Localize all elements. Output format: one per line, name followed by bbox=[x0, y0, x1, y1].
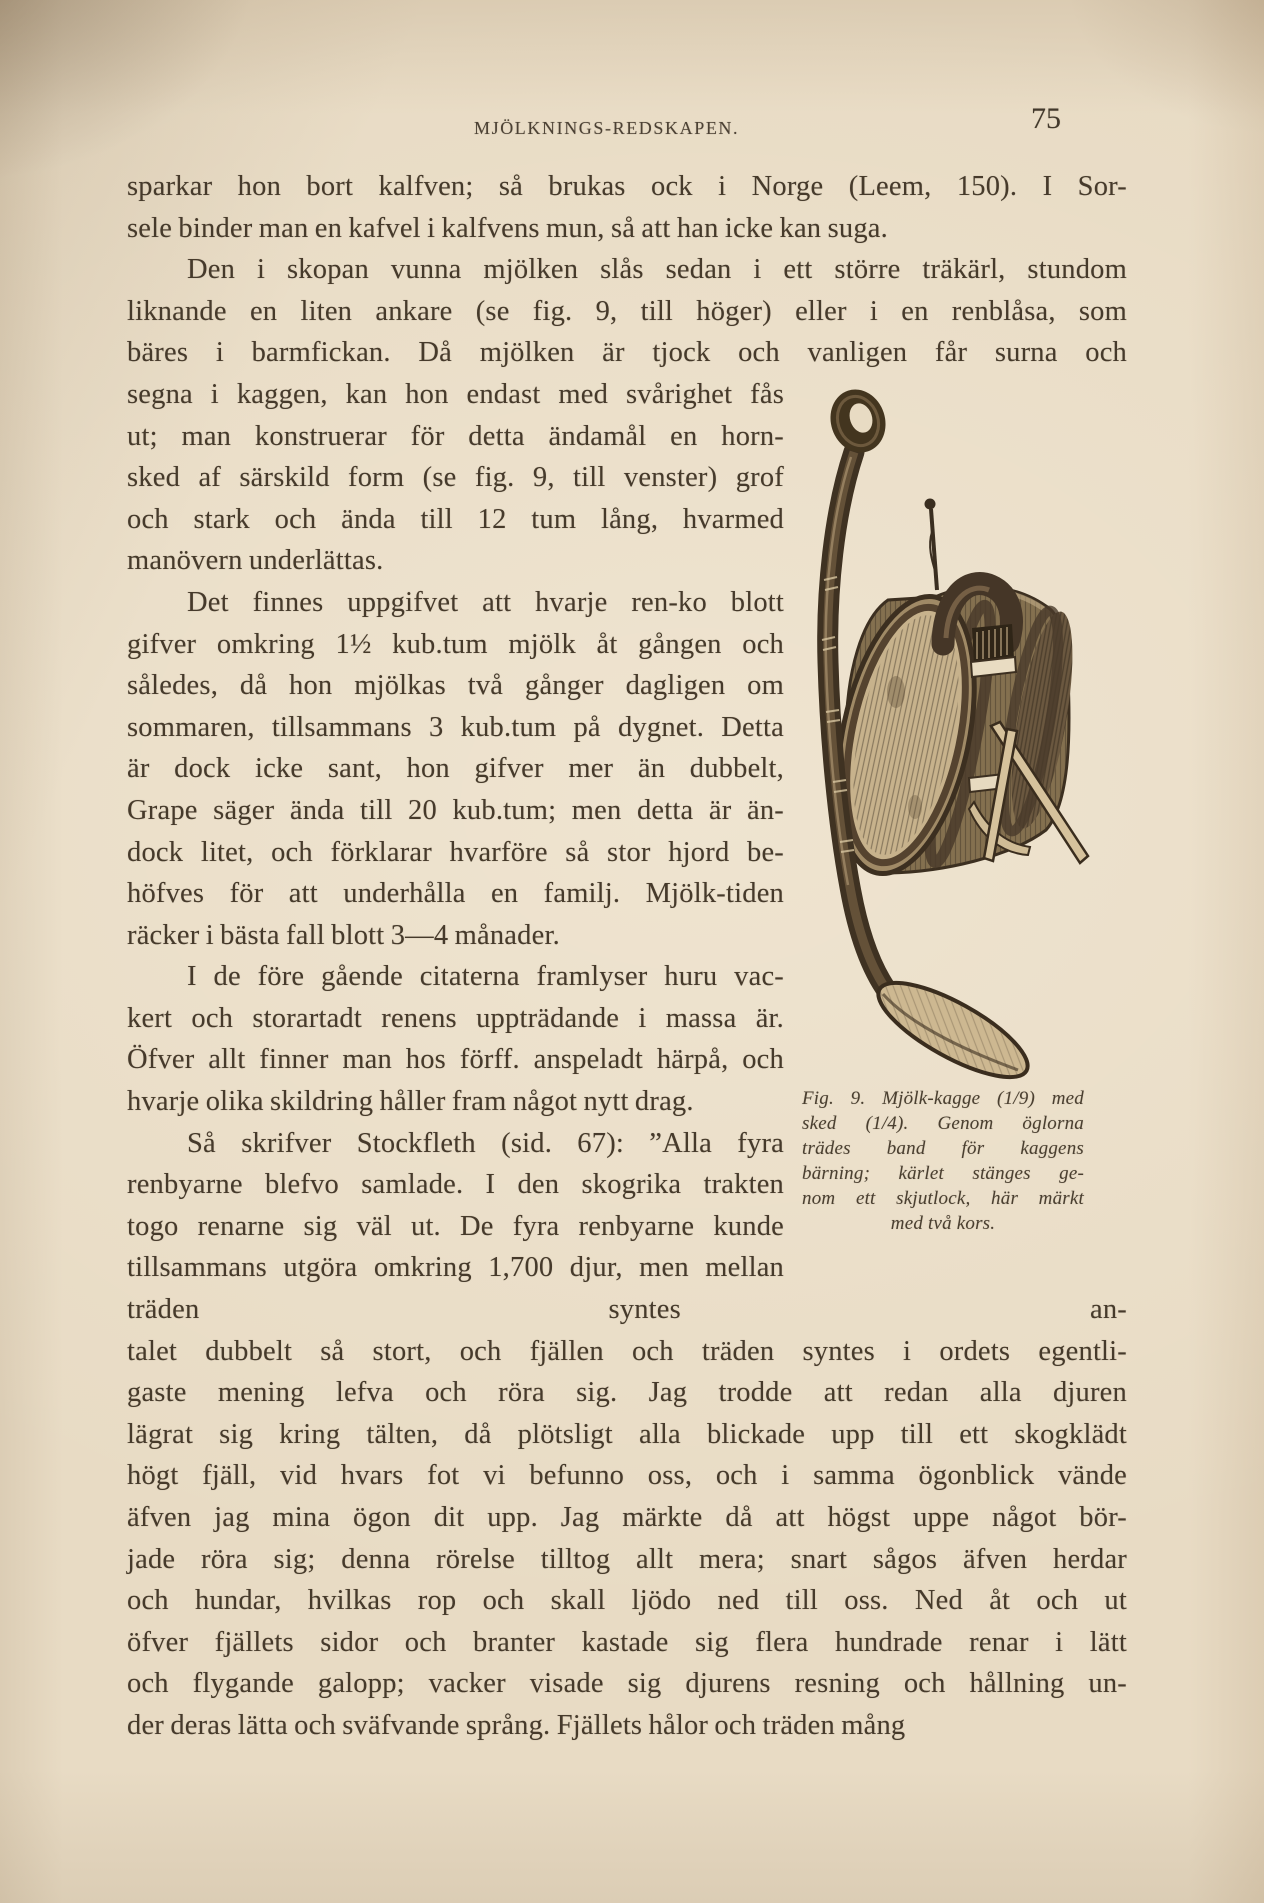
milk-keg-and-spoon-illustration bbox=[788, 382, 1127, 1082]
text-line: är dock icke sant, hon gifver mer än dubbelt, bbox=[127, 753, 784, 785]
text-line: segna i kaggen, kan hon endast med svårighet fås bbox=[127, 378, 784, 410]
text-line: manövern underlättas. bbox=[127, 545, 384, 577]
text-line: liknande en liten ankare (se fig. 9, till höger) eller i en renblåsa, som bbox=[127, 295, 1127, 327]
text-line: således, då hon mjölkas två gånger dagligen om bbox=[127, 670, 784, 702]
text-line: jade röra sig; denna rörelse tilltog allt mera; snart sågos äfven herdar bbox=[127, 1543, 1127, 1575]
caption-line: nom ett skjutlock, här märkt bbox=[802, 1187, 1084, 1209]
paragraph-block-bottom bbox=[127, 1247, 1127, 1746]
caption-line: sked (1/4). Genom öglorna bbox=[802, 1112, 1084, 1134]
milk-keg bbox=[815, 498, 1088, 886]
text-line: och stark och ända till 12 tum lång, hvarmed bbox=[127, 503, 784, 535]
text-line: sommaren, tillsammans 3 kub.tum på dygnet. Detta bbox=[127, 711, 784, 743]
pin bbox=[925, 498, 938, 590]
text-line: kert och storartadt renens uppträdande i massa är. bbox=[127, 1002, 784, 1034]
text-line: lägrat sig kring tälten, då plötsligt alla blickade upp till ett skogklädt bbox=[127, 1418, 1127, 1450]
text-line: gaste mening lefva och röra sig. Jag trodde att redan alla djuren bbox=[127, 1377, 1127, 1409]
text-line: och flygande galopp; vacker visade sig djurens resning och hållning un- bbox=[127, 1668, 1127, 1700]
text-line: ut; man konstruerar för detta ändamål en horn- bbox=[127, 420, 784, 452]
text-line: höfves för att underhålla en familj. Mjölk-tiden bbox=[127, 878, 784, 910]
text-line: Grape säger ända till 20 kub.tum; men detta är än- bbox=[127, 794, 784, 826]
text-line: dock litet, och förklarar hvarföre så stor hjord be- bbox=[127, 836, 784, 868]
text-line: äfven jag mina ögon dit upp. Jag märkte då att högst uppe något bör- bbox=[127, 1502, 1127, 1533]
page-header bbox=[127, 102, 1127, 156]
spoon-loop-eye bbox=[822, 382, 893, 460]
text-line: gifver omkring 1½ kub.tum mjölk åt gången och bbox=[127, 628, 784, 660]
text-line: sparkar hon bort kalfven; så brukas ock i Norge (Leem, 150). I Sor- bbox=[127, 171, 1127, 202]
text-line: högt fjäll, vid hvars fot vi befunno oss, och i samma ögonblick vände bbox=[127, 1460, 1127, 1492]
text-line: hvarje olika skildring håller fram något nytt drag. bbox=[127, 1086, 694, 1118]
text-line: Öfver allt finner man hos förff. anspeladt härpå, och bbox=[127, 1044, 784, 1076]
caption-line: bärning; kärlet stänges ge- bbox=[802, 1162, 1084, 1184]
text-line: togo renarne sig väl ut. De fyra renbyarne kunde bbox=[127, 1210, 784, 1242]
caption-line: Fig. 9. Mjölk-kagge (1/9) med bbox=[802, 1087, 1084, 1109]
text-line: Så skrifver Stockfleth (sid. 67): ”Alla fyra bbox=[187, 1127, 784, 1159]
text-line: renbyarne blefvo samlade. I den skogrika trakten bbox=[127, 1169, 784, 1201]
text-line: räcker i bästa fall blott 3—4 månader. bbox=[127, 919, 560, 951]
caption-line: med två kors. bbox=[890, 1212, 996, 1234]
caption-line: trädes band för kaggens bbox=[802, 1137, 1084, 1159]
figure-9 bbox=[788, 374, 1127, 1248]
text-line: sele binder man en kafvel i kalfvens mun, så att han icke kan suga. bbox=[127, 212, 888, 244]
text-line: tillsammans utgöra omkring 1,700 djur, men mellan träden syntes an- bbox=[127, 1252, 1127, 1326]
page-number: 75 bbox=[1031, 102, 1061, 135]
text-line: bäres i barmfickan. Då mjölken är tjock och vanligen får surna och bbox=[127, 337, 1127, 369]
text-line: sked af särskild form (se fig. 9, till venster) grof bbox=[127, 462, 784, 494]
text-line: Den i skopan vunna mjölken slås sedan i ett större träkärl, stundom bbox=[187, 254, 1127, 286]
paragraph-block-top bbox=[127, 166, 1127, 374]
text-line: och hundar, hvilkas rop och skall ljödo ned till oss. Ned åt och ut bbox=[127, 1585, 1127, 1617]
text-line: Det finnes uppgifvet att hvarje ren-ko blott bbox=[187, 586, 784, 618]
text-line: öfver fjällets sidor och branter kastade sig flera hundrade renar i lätt bbox=[127, 1626, 1127, 1658]
text-line: der deras lätta och sväfvande språng. Fjällets hålor och träden mång bbox=[127, 1709, 906, 1741]
body-text bbox=[127, 166, 1127, 1747]
text-line: I de före gående citaterna framlyser huru vac- bbox=[187, 961, 784, 993]
text-line: talet dubbelt så stort, och fjällen och träden syntes i ordets egentli- bbox=[127, 1335, 1127, 1367]
figure-caption bbox=[802, 1086, 1084, 1236]
running-title: MJÖLKNINGS-REDSKAPEN. bbox=[474, 118, 740, 138]
